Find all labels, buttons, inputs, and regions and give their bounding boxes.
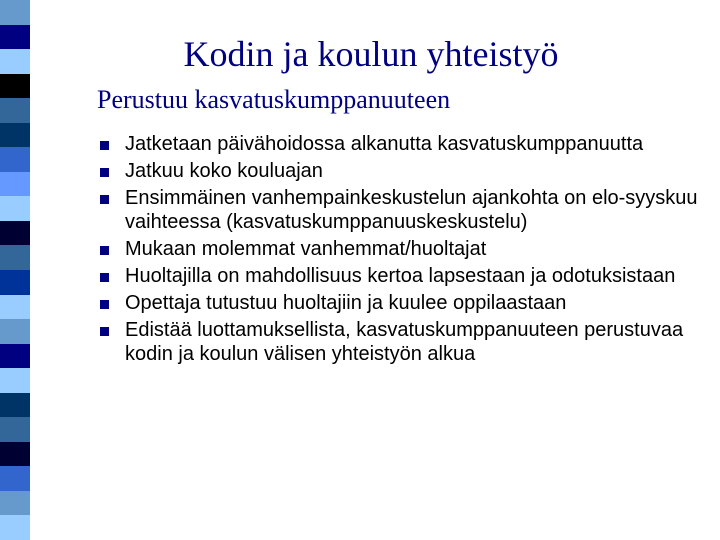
square-bullet-icon — [100, 246, 109, 255]
bullet-text: Ensimmäinen vanhempainkeskustelun ajankohta on elo-syyskuu vaihteessa (kasvatuskumppanuuskeskustelu) — [125, 186, 698, 234]
stripe-block — [0, 442, 30, 467]
stripe-block — [0, 417, 30, 442]
stripe-block — [0, 368, 30, 393]
bullet-item — [98, 237, 698, 262]
bullet-text: Jatketaan päivähoidossa alkanutta kasvatuskumppanuutta — [125, 133, 644, 155]
slide-title: Kodin ja koulun yhteistyö — [183, 34, 559, 74]
stripe-block — [0, 98, 30, 123]
bullet-text: Huoltajilla on mahdollisuus kertoa lapsestaan ja odotuksistaan — [125, 265, 676, 288]
stripe-block — [0, 196, 30, 221]
decorative-stripe — [0, 0, 30, 540]
bullet-item — [98, 186, 698, 235]
square-bullet-icon — [100, 168, 109, 177]
square-bullet-icon — [100, 300, 109, 309]
bullet-item — [98, 318, 698, 367]
square-bullet-icon — [100, 327, 109, 336]
bullet-text: Jatkuu koko kouluajan — [125, 159, 323, 182]
square-bullet-icon — [100, 273, 109, 282]
bullet-item — [98, 159, 698, 184]
stripe-block — [0, 515, 30, 540]
bullet-item — [98, 132, 698, 157]
stripe-block — [0, 344, 30, 369]
bullet-list — [98, 132, 698, 369]
stripe-block — [0, 123, 30, 148]
stripe-block — [0, 147, 30, 172]
stripe-block — [0, 466, 30, 491]
stripe-block — [0, 74, 30, 99]
bullet-text: Mukaan molemmat vanhemmat/huoltajat — [125, 238, 487, 261]
bullet-item — [98, 291, 698, 316]
stripe-block — [0, 0, 30, 25]
slide-subtitle: Perustuu kasvatuskumppanuuteen — [97, 85, 451, 114]
stripe-block — [0, 491, 30, 516]
bullet-text: Edistää luottamuksellista, kasvatuskumppanuuteen perustuvaa kodin ja koulun välisen yhteistyön alkua — [125, 318, 684, 366]
square-bullet-icon — [100, 195, 109, 204]
stripe-block — [0, 245, 30, 270]
stripe-block — [0, 172, 30, 197]
square-bullet-icon — [100, 141, 109, 150]
stripe-block — [0, 270, 30, 295]
bullet-text: Opettaja tutustuu huoltajiin ja kuulee oppilaastaan — [125, 291, 567, 314]
bullet-item — [98, 264, 698, 289]
stripe-block — [0, 295, 30, 320]
stripe-block — [0, 319, 30, 344]
stripe-block — [0, 221, 30, 246]
stripe-block — [0, 393, 30, 418]
